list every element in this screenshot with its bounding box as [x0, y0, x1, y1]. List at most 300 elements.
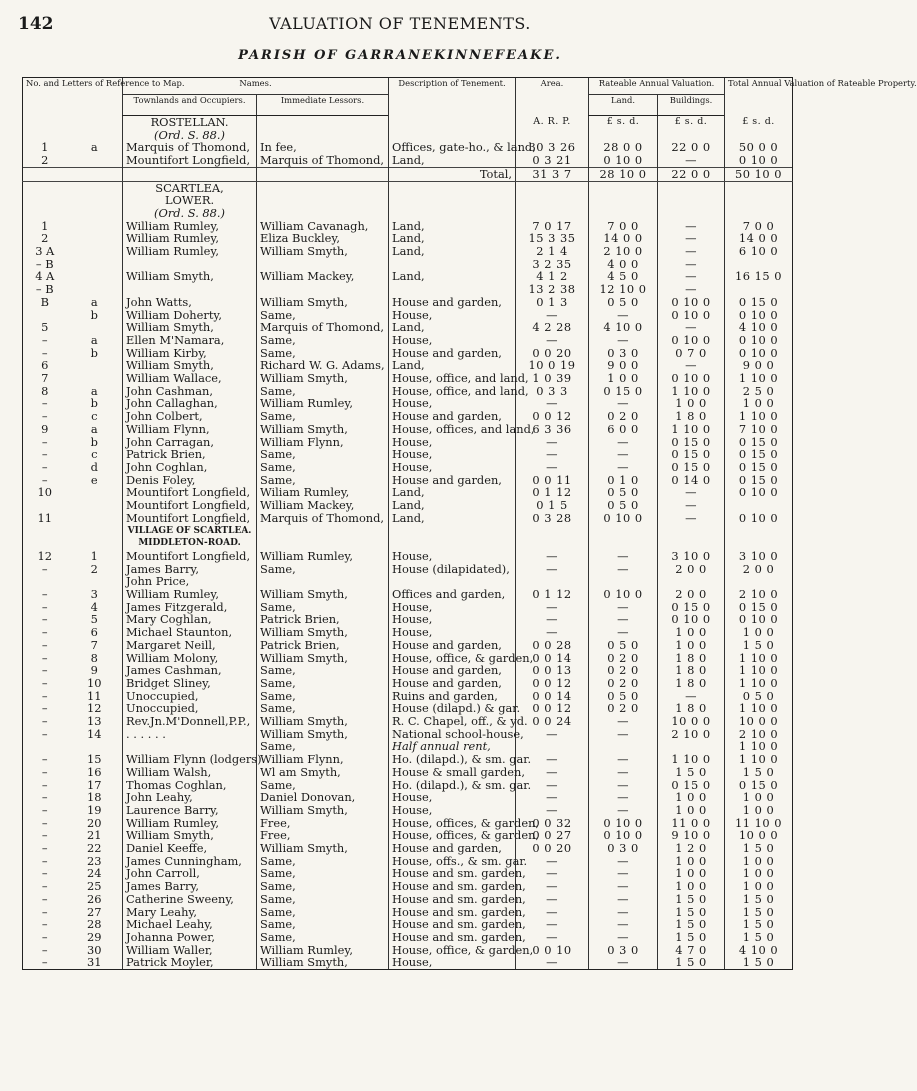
description-cell: Land, — [389, 499, 516, 512]
area-cell — [516, 194, 589, 207]
table-row — [23, 588, 793, 601]
land-value-cell: 0 2 0 — [589, 677, 658, 690]
area-cell: — — [516, 918, 589, 931]
description-cell: House, — [389, 397, 516, 410]
ref-no-cell — [23, 537, 67, 550]
total-value-cell: 1 10 0 — [725, 702, 793, 715]
buildings-value-cell: 9 10 0 — [658, 829, 725, 842]
ref-letter-cell: 1 — [90, 548, 98, 563]
ref-letter-cell: 11 — [87, 688, 102, 703]
lessor-cell — [257, 525, 389, 538]
ref-no-cell: B — [23, 296, 67, 309]
buildings-value-cell: 1 5 0 — [658, 956, 725, 969]
buildings-value-cell — [658, 207, 725, 220]
area-cell: 0 0 20 — [516, 347, 589, 360]
area-cell: 0 3 3 — [516, 385, 589, 398]
buildings-value-cell: — — [658, 486, 725, 499]
lessor-cell: Marquis of Thomond, — [257, 512, 389, 525]
buildings-value-cell: 1 2 0 — [658, 842, 725, 855]
lessor-cell: William Smyth, — [257, 245, 389, 258]
occupier-cell: William Rumley, — [123, 588, 257, 601]
page-header — [0, 12, 800, 36]
buildings-value-cell: — — [658, 283, 725, 296]
total-value-cell — [725, 525, 793, 538]
header-rateable: Rateable Annual Valuation. — [589, 78, 725, 95]
buildings-value-cell: — — [658, 499, 725, 512]
ref-no-cell — [23, 525, 67, 538]
occupier-cell: (Ord. S. 88.) — [123, 129, 257, 142]
ref-no-cell: 2 — [23, 154, 67, 167]
occupier-cell: VILLAGE OF SCARTLEA. — [123, 525, 257, 538]
buildings-value-cell: 0 15 0 — [658, 436, 725, 449]
occupier-cell: Michael Leahy, — [123, 918, 257, 931]
description-cell — [389, 194, 516, 207]
description-cell: Half annual rent, — [389, 740, 516, 753]
land-value-cell: — — [589, 804, 658, 817]
lessor-cell: Same, — [257, 690, 389, 703]
ref-letter-cell: 20 — [87, 815, 102, 830]
buildings-value-cell: 2 0 0 — [658, 588, 725, 601]
ref-no-cell: – — [23, 931, 67, 944]
total-value-cell: 1 0 0 — [725, 867, 793, 880]
ref-no-cell: – — [23, 855, 67, 868]
buildings-value-cell: 1 8 0 — [658, 652, 725, 665]
description-cell: House, — [389, 601, 516, 614]
total-value-cell: 1 5 0 — [725, 956, 793, 969]
land-value-cell — [589, 525, 658, 538]
table-row — [23, 181, 793, 194]
description-cell: Land, — [389, 270, 516, 283]
ref-letter-cell — [67, 154, 123, 167]
description-cell: House, — [389, 334, 516, 347]
buildings-value-cell: — — [658, 245, 725, 258]
ref-no-cell: – — [23, 334, 67, 347]
ref-letter-cell: 16 — [87, 764, 102, 779]
area-cell: 0 0 28 — [516, 639, 589, 652]
table-row — [23, 334, 793, 347]
area-cell: 0 3 28 — [516, 512, 589, 525]
table-row — [23, 766, 793, 779]
ref-letter-cell — [67, 486, 123, 499]
area-cell: 0 0 32 — [516, 817, 589, 830]
occupier-cell: Mountifort Longfield, — [123, 550, 257, 563]
ref-letter-cell: 13 — [87, 714, 102, 729]
total-value-cell: 1 5 0 — [725, 918, 793, 931]
occupier-cell: John Carroll, — [123, 867, 257, 880]
description-cell: House and sm. garden, — [389, 867, 516, 880]
buildings-value-cell: 22 0 0 — [658, 141, 725, 154]
ref-letter-cell: 3 — [90, 587, 98, 602]
land-value-cell: 28 10 0 — [589, 167, 658, 181]
occupier-cell: John Price, — [123, 575, 257, 588]
ref-no-cell: 8 — [23, 385, 67, 398]
occupier-cell: William Smyth, — [123, 270, 257, 283]
table-row — [23, 677, 793, 690]
buildings-value-cell: 2 0 0 — [658, 563, 725, 576]
ref-letter-cell: 22 — [87, 841, 102, 856]
area-cell: — — [516, 956, 589, 969]
area-cell: 10 0 19 — [516, 359, 589, 372]
land-value-cell — [589, 181, 658, 194]
land-value-cell: £ s. d. — [589, 116, 658, 129]
buildings-value-cell: — — [658, 690, 725, 703]
ref-letter-cell: 29 — [87, 930, 102, 944]
ref-no-cell — [23, 499, 67, 512]
area-cell: 0 0 24 — [516, 715, 589, 728]
table-row — [23, 461, 793, 474]
buildings-value-cell: 0 15 0 — [658, 461, 725, 474]
occupier-cell: William Wallace, — [123, 372, 257, 385]
lessor-cell: William Cavanagh, — [257, 220, 389, 233]
description-cell: House, — [389, 804, 516, 817]
lessor-cell: William Flynn, — [257, 436, 389, 449]
buildings-value-cell: 1 8 0 — [658, 677, 725, 690]
table-row — [23, 753, 793, 766]
occupier-cell: John Cashman, — [123, 385, 257, 398]
header-lessors: Immediate Lessors. — [257, 95, 389, 116]
land-value-cell: — — [589, 753, 658, 766]
header-area: Area. — [516, 78, 589, 116]
header-buildings: Buildings. — [658, 95, 725, 116]
area-cell: — — [516, 550, 589, 563]
total-value-cell: 16 15 0 — [725, 270, 793, 283]
buildings-value-cell: 11 0 0 — [658, 817, 725, 830]
ref-letter-cell: 4 — [90, 599, 98, 614]
description-cell: House and sm. garden, — [389, 906, 516, 919]
ref-no-cell — [23, 181, 67, 194]
description-cell: Offices and garden, — [389, 588, 516, 601]
total-value-cell: 10 0 0 — [725, 829, 793, 842]
area-cell: — — [516, 563, 589, 576]
land-value-cell: — — [589, 613, 658, 626]
total-value-cell: 1 0 0 — [725, 791, 793, 804]
occupier-cell: Mary Leahy, — [123, 906, 257, 919]
ref-letter-cell: 12 — [87, 701, 102, 716]
ref-no-cell — [23, 194, 67, 207]
occupier-cell: William Flynn (lodgers) — [123, 753, 257, 766]
area-cell: 0 1 12 — [516, 588, 589, 601]
lessor-cell: William Smyth, — [257, 842, 389, 855]
area-cell: — — [516, 779, 589, 792]
total-value-cell: 0 10 0 — [725, 309, 793, 322]
land-value-cell: — — [589, 563, 658, 576]
description-cell: House, — [389, 309, 516, 322]
area-cell: A. R. P. — [516, 116, 589, 129]
buildings-value-cell — [658, 194, 725, 207]
ref-no-cell: 6 — [23, 359, 67, 372]
description-cell: House and garden, — [389, 842, 516, 855]
land-value-cell: — — [589, 906, 658, 919]
total-value-cell: 6 10 0 — [725, 245, 793, 258]
lessor-cell: Marquis of Thomond, — [257, 154, 389, 167]
ref-no-cell: 10 — [23, 486, 67, 499]
ref-no-cell: – — [23, 906, 67, 919]
lessor-cell: Same, — [257, 474, 389, 487]
ref-letter-cell: b — [90, 434, 98, 449]
area-cell: 4 2 28 — [516, 321, 589, 334]
buildings-value-cell: 1 0 0 — [658, 880, 725, 893]
lessor-cell: William Smyth, — [257, 588, 389, 601]
area-cell: 0 0 14 — [516, 690, 589, 703]
area-cell: — — [516, 461, 589, 474]
land-value-cell: 6 0 0 — [589, 423, 658, 436]
occupier-cell — [123, 167, 257, 181]
total-value-cell: 2 10 0 — [725, 728, 793, 741]
buildings-value-cell: 0 15 0 — [658, 779, 725, 792]
total-value-cell: 2 0 0 — [725, 563, 793, 576]
buildings-value-cell: 0 14 0 — [658, 474, 725, 487]
ref-letter-cell: a — [90, 332, 98, 347]
ref-no-cell: – — [23, 461, 67, 474]
ref-letter-cell — [67, 359, 123, 372]
page-number: 142 — [18, 14, 54, 34]
ref-no-cell: 9 — [23, 423, 67, 436]
lessor-cell: Same, — [257, 906, 389, 919]
lessor-cell: Same, — [257, 563, 389, 576]
land-value-cell: 0 2 0 — [589, 664, 658, 677]
description-cell: Ho. (dilapd.), & sm. gar. — [389, 779, 516, 792]
land-value-cell: 0 1 0 — [589, 474, 658, 487]
ref-letter-cell — [67, 194, 123, 207]
land-value-cell — [589, 537, 658, 550]
description-cell: House and garden, — [389, 664, 516, 677]
total-value-cell: 1 10 0 — [725, 664, 793, 677]
lessor-cell: Same, — [257, 893, 389, 906]
ref-no-cell: – — [23, 601, 67, 614]
ref-letter-cell — [67, 512, 123, 525]
land-value-cell: 0 10 0 — [589, 817, 658, 830]
table-row — [23, 931, 793, 944]
total-value-cell: 1 0 0 — [725, 855, 793, 868]
valuation-table — [22, 77, 917, 970]
table-row — [23, 499, 793, 512]
buildings-value-cell: — — [658, 258, 725, 271]
buildings-value-cell: 1 5 0 — [658, 906, 725, 919]
lessor-cell: William Smyth, — [257, 804, 389, 817]
ref-no-cell: 11 — [23, 512, 67, 525]
description-cell: Land, — [389, 359, 516, 372]
ref-letter-cell: 23 — [87, 853, 102, 868]
land-value-cell: — — [589, 893, 658, 906]
ref-letter-cell — [67, 270, 123, 283]
occupier-cell: William Molony, — [123, 652, 257, 665]
ref-letter-cell: 25 — [87, 879, 102, 894]
occupier-cell: SCARTLEA, — [123, 181, 257, 194]
area-cell: 0 0 11 — [516, 474, 589, 487]
buildings-value-cell: 4 7 0 — [658, 944, 725, 957]
lessor-cell: Same, — [257, 677, 389, 690]
buildings-value-cell: 1 0 0 — [658, 791, 725, 804]
ref-letter-cell — [67, 232, 123, 245]
description-cell: House, — [389, 956, 516, 969]
ref-no-cell: 12 — [23, 550, 67, 563]
table-row — [23, 270, 793, 283]
area-cell: 0 0 27 — [516, 829, 589, 842]
total-value-cell: 0 10 0 — [725, 154, 793, 167]
ref-letter-cell: e — [90, 472, 98, 487]
description-cell: House, — [389, 436, 516, 449]
description-cell: House and garden, — [389, 296, 516, 309]
land-value-cell: — — [589, 334, 658, 347]
occupier-cell: James Cashman, — [123, 664, 257, 677]
table-row — [23, 410, 793, 423]
ref-no-cell: – — [23, 829, 67, 842]
total-value-cell: 1 10 0 — [725, 372, 793, 385]
lessor-cell: William Smyth, — [257, 956, 389, 969]
ref-letter-cell: 17 — [87, 777, 102, 792]
total-value-cell: 0 5 0 — [725, 690, 793, 703]
ref-letter-cell: 30 — [87, 942, 102, 957]
land-value-cell: 0 5 0 — [589, 690, 658, 703]
occupier-cell: John Colbert, — [123, 410, 257, 423]
total-value-cell: 7 10 0 — [725, 423, 793, 436]
lessor-cell: Richard W. G. Adams, — [257, 359, 389, 372]
total-value-cell: 0 15 0 — [725, 448, 793, 461]
description-cell: House, offices, & garden, — [389, 817, 516, 830]
land-value-cell: 0 2 0 — [589, 652, 658, 665]
lessor-cell: William Flynn, — [257, 753, 389, 766]
buildings-value-cell: 22 0 0 — [658, 167, 725, 181]
land-value-cell: — — [589, 715, 658, 728]
description-cell: House and garden, — [389, 677, 516, 690]
land-value-cell: 4 5 0 — [589, 270, 658, 283]
ref-letter-cell: 28 — [87, 917, 102, 932]
lessor-cell: Same, — [257, 309, 389, 322]
table-row — [23, 283, 793, 296]
total-value-cell: 0 15 0 — [725, 601, 793, 614]
ref-letter-cell — [67, 167, 123, 181]
occupier-cell: William Smyth, — [123, 321, 257, 334]
total-value-cell: 1 5 0 — [725, 893, 793, 906]
table-row — [23, 512, 793, 525]
ref-letter-cell: a — [90, 294, 98, 309]
table-row — [23, 715, 793, 728]
ref-letter-cell — [67, 372, 123, 385]
ref-no-cell — [23, 116, 67, 129]
table-row — [23, 550, 793, 563]
description-cell: House, offs., & sm. gar. — [389, 855, 516, 868]
running-head: VALUATION OF TENEMENTS. — [269, 14, 531, 33]
total-value-cell: 50 10 0 — [725, 167, 793, 181]
buildings-value-cell: 1 8 0 — [658, 664, 725, 677]
area-cell: 6 3 36 — [516, 423, 589, 436]
description-cell: House, office, & garden, — [389, 944, 516, 957]
ref-no-cell: – — [23, 728, 67, 741]
description-cell: House (dilapd.) & gar. — [389, 702, 516, 715]
lessor-cell — [257, 194, 389, 207]
description-cell: House and garden, — [389, 410, 516, 423]
lessor-cell: William Rumley, — [257, 944, 389, 957]
table-row — [23, 626, 793, 639]
occupier-cell: (Ord. S. 88.) — [123, 207, 257, 220]
description-cell — [389, 181, 516, 194]
description-cell: House, — [389, 461, 516, 474]
land-value-cell: — — [589, 931, 658, 944]
total-value-cell: 1 0 0 — [725, 397, 793, 410]
buildings-value-cell: 0 7 0 — [658, 347, 725, 360]
area-cell: 15 3 35 — [516, 232, 589, 245]
lessor-cell: William Smyth, — [257, 652, 389, 665]
total-value-cell: 1 10 0 — [725, 652, 793, 665]
ref-no-cell: – — [23, 448, 67, 461]
occupier-cell: Denis Foley, — [123, 474, 257, 487]
description-cell: Land, — [389, 232, 516, 245]
total-value-cell: 7 0 0 — [725, 220, 793, 233]
land-value-cell: — — [589, 867, 658, 880]
description-cell: House, — [389, 448, 516, 461]
buildings-value-cell: 1 10 0 — [658, 753, 725, 766]
header-land: Land. — [589, 95, 658, 116]
total-value-cell — [725, 499, 793, 512]
lessor-cell — [257, 537, 389, 550]
ref-no-cell: – — [23, 613, 67, 626]
ref-letter-cell: 2 — [90, 561, 98, 576]
table-row — [23, 245, 793, 258]
buildings-value-cell: £ s. d. — [658, 116, 725, 129]
area-cell: 0 1 12 — [516, 486, 589, 499]
buildings-value-cell: 0 10 0 — [658, 334, 725, 347]
area-cell: — — [516, 906, 589, 919]
ref-no-cell: 1 — [23, 141, 67, 154]
buildings-value-cell: 1 5 0 — [658, 766, 725, 779]
lessor-cell: Patrick Brien, — [257, 613, 389, 626]
land-value-cell — [589, 194, 658, 207]
ref-no-cell: – — [23, 626, 67, 639]
total-value-cell: 0 15 0 — [725, 296, 793, 309]
buildings-value-cell — [658, 525, 725, 538]
buildings-value-cell: 0 15 0 — [658, 601, 725, 614]
area-cell: 13 2 38 — [516, 283, 589, 296]
ref-no-cell: 3 A — [23, 245, 67, 258]
area-cell: 31 3 7 — [516, 167, 589, 181]
description-cell: House and garden, — [389, 474, 516, 487]
occupier-cell: Mountifort Longfield, — [123, 154, 257, 167]
lessor-cell: William Rumley, — [257, 550, 389, 563]
ref-letter-cell: 6 — [90, 625, 98, 640]
ref-letter-cell: b — [90, 396, 98, 411]
lessor-cell: Same, — [257, 448, 389, 461]
land-value-cell: — — [589, 779, 658, 792]
ref-letter-cell: a — [90, 421, 98, 436]
area-cell: 2 1 4 — [516, 245, 589, 258]
total-value-cell: 1 10 0 — [725, 753, 793, 766]
total-value-cell — [725, 283, 793, 296]
ref-no-cell: 2 — [23, 232, 67, 245]
occupier-cell: William Smyth, — [123, 829, 257, 842]
ref-letter-cell — [67, 258, 123, 271]
description-cell: House, office, & garden, — [389, 652, 516, 665]
land-value-cell: — — [589, 397, 658, 410]
ref-letter-cell: b — [90, 307, 98, 322]
ref-letter-cell: 9 — [90, 663, 98, 678]
table-body — [23, 116, 793, 970]
ref-no-cell: – — [23, 347, 67, 360]
ref-letter-cell — [67, 207, 123, 220]
lessor-cell: Same, — [257, 601, 389, 614]
total-value-cell: 1 5 0 — [725, 766, 793, 779]
area-cell: 0 1 3 — [516, 296, 589, 309]
area-cell: 0 0 12 — [516, 702, 589, 715]
area-cell — [516, 207, 589, 220]
occupier-cell: Mountifort Longfield, — [123, 486, 257, 499]
table-row — [23, 372, 793, 385]
land-value-cell: — — [589, 791, 658, 804]
land-value-cell: 0 15 0 — [589, 385, 658, 398]
lessor-cell: Same, — [257, 461, 389, 474]
total-value-cell: 2 5 0 — [725, 385, 793, 398]
land-value-cell: 1 0 0 — [589, 372, 658, 385]
buildings-value-cell: 0 15 0 — [658, 448, 725, 461]
